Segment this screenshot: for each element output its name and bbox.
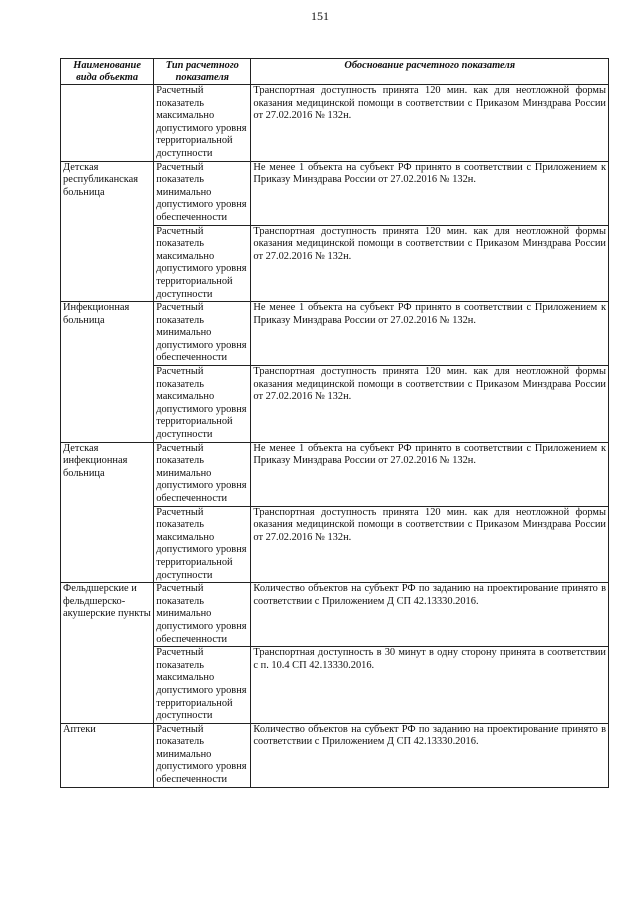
object-name-cell: Фельдшерские и фельдшерско-акушерские пункты xyxy=(61,583,154,724)
table-row xyxy=(61,583,609,647)
table-row xyxy=(61,302,609,366)
basis-cell: Количество объектов на субъект РФ по заданию на проектирование принято в соответствии с Приложением Д СП 42.13330.2016. xyxy=(251,723,609,787)
table-row xyxy=(61,85,609,162)
basis-cell: Транспортная доступность принята 120 мин. как для неотложной формы оказания медицинской помощи в соответствии с Приказом Минздрава России от 27.02.2016 № 132н. xyxy=(251,506,609,583)
indicator-type-cell: Расчетный показатель максимально допустимого уровня территориальной доступности xyxy=(154,85,251,162)
indicator-type-cell: Расчетный показатель максимально допустимого уровня территориальной доступности xyxy=(154,225,251,302)
table-row xyxy=(61,161,609,225)
basis-cell: Не менее 1 объекта на субъект РФ принято в соответствии с Приложением к Приказу Минздрава России от 27.02.2016 № 132н. xyxy=(251,161,609,225)
table-header-row xyxy=(61,59,609,85)
indicator-type-cell: Расчетный показатель минимально допустимого уровня обеспеченности xyxy=(154,723,251,787)
object-name-cell: Инфекционная больница xyxy=(61,302,154,443)
indicator-type-cell: Расчетный показатель минимально допустимого уровня обеспеченности xyxy=(154,583,251,647)
indicator-type-cell: Расчетный показатель минимально допустимого уровня обеспеченности xyxy=(154,442,251,506)
indicator-type-cell: Расчетный показатель минимально допустимого уровня обеспеченности xyxy=(154,161,251,225)
object-name-cell: Аптеки xyxy=(61,723,154,787)
basis-cell: Транспортная доступность в 30 минут в одну сторону принята в соответствии с п. 10.4 СП 42.13330.2016. xyxy=(251,647,609,724)
object-name-cell: Детская республиканская больница xyxy=(61,161,154,302)
basis-cell: Не менее 1 объекта на субъект РФ принято в соответствии с Приложением к Приказу Минздрава России от 27.02.2016 № 132н. xyxy=(251,442,609,506)
table-row xyxy=(61,442,609,506)
page-number: 151 xyxy=(311,9,329,23)
basis-cell: Транспортная доступность принята 120 мин. как для неотложной формы оказания медицинской помощи в соответствии с Приказом Минздрава России от 27.02.2016 № 132н. xyxy=(251,85,609,162)
basis-cell: Количество объектов на субъект РФ по заданию на проектирование принято в соответствии с Приложением Д СП 42.13330.2016. xyxy=(251,583,609,647)
standards-table xyxy=(60,58,609,788)
indicator-type-cell: Расчетный показатель максимально допустимого уровня территориальной доступности xyxy=(154,647,251,724)
object-name-cell xyxy=(61,85,154,162)
basis-cell: Не менее 1 объекта на субъект РФ принято в соответствии с Приложением к Приказу Минздрава России от 27.02.2016 № 132н. xyxy=(251,302,609,366)
table-row xyxy=(61,723,609,787)
indicator-type-cell: Расчетный показатель максимально допустимого уровня территориальной доступности xyxy=(154,506,251,583)
indicator-type-cell: Расчетный показатель максимально допустимого уровня территориальной доступности xyxy=(154,366,251,443)
header-object-name: Наименование вида объекта xyxy=(61,59,154,85)
indicator-type-cell: Расчетный показатель минимально допустимого уровня обеспеченности xyxy=(154,302,251,366)
header-basis: Обоснование расчетного показателя xyxy=(251,59,609,85)
header-indicator-type: Тип расчетного показателя xyxy=(154,59,251,85)
basis-cell: Транспортная доступность принята 120 мин. как для неотложной формы оказания медицинской помощи в соответствии с Приказом Минздрава России от 27.02.2016 № 132н. xyxy=(251,225,609,302)
basis-cell: Транспортная доступность принята 120 мин. как для неотложной формы оказания медицинской помощи в соответствии с Приказом Минздрава России от 27.02.2016 № 132н. xyxy=(251,366,609,443)
object-name-cell: Детская инфекционная больница xyxy=(61,442,154,583)
